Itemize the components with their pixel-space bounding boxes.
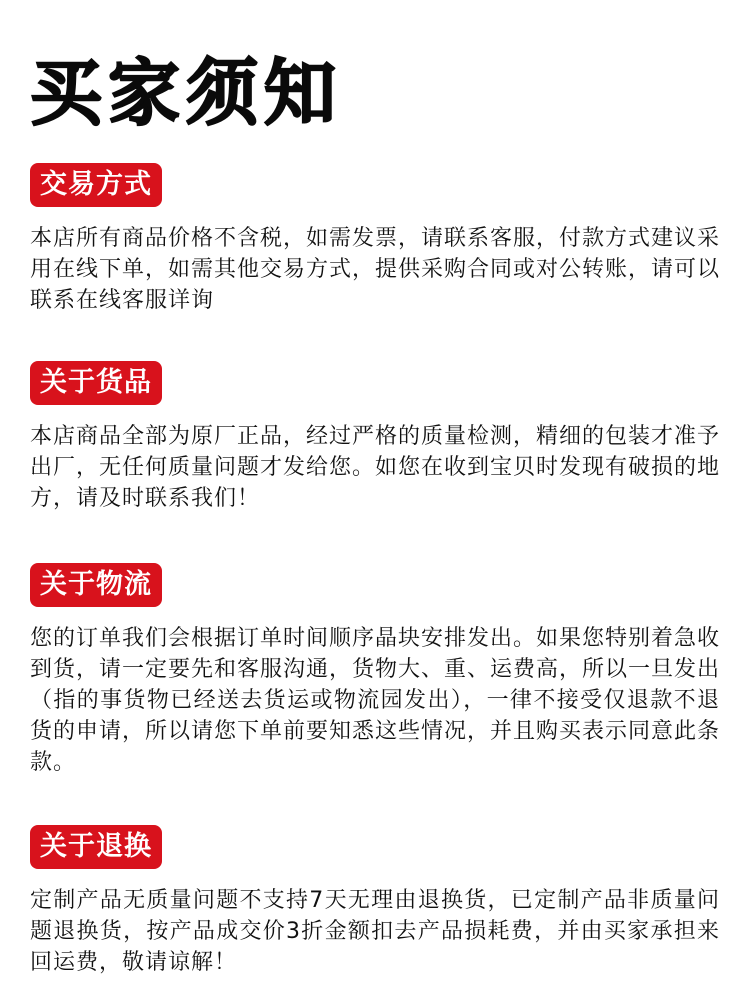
section-about-logistics [30, 563, 720, 778]
section-about-returns [30, 825, 720, 978]
section-heading-badge: 关于物流 [30, 563, 162, 607]
section-body-text: 您的订单我们会根据订单时间顺序晶块安排发出。如果您特别着急收到货，请一定要先和客服沟通，货物大、重、运费高，所以一旦发出（指的事货物已经送去货运或物流园发出），一律不接受仅退款不退货的申请，所以请您下单前要知悉这些情况，并且购买表示同意此条款。 [30, 626, 721, 775]
section-body-text: 本店所有商品价格不含税，如需发票，请联系客服，付款方式建议采用在线下单，如需其他交易方式，提供采购合同或对公转账，请可以联系在线客服详询 [30, 226, 721, 313]
section-trade-method [30, 163, 720, 316]
section-heading-badge: 交易方式 [30, 163, 162, 207]
section-body-text: 定制产品无质量问题不支持7天无理由退换货，已定制产品非质量问题退换货，按产品成交价3折金额扣去产品损耗费，并由买家承担来回运费，敬请谅解！ [30, 888, 720, 975]
section-about-goods [30, 361, 720, 514]
section-body-text: 本店商品全部为原厂正品，经过严格的质量检测，精细的包装才准予出厂，无任何质量问题才发给您。如您在收到宝贝时发现有破损的地方，请及时联系我们！ [30, 424, 721, 511]
section-heading-badge: 关于退换 [30, 825, 162, 869]
page-title: 买家须知 [30, 51, 343, 135]
section-heading-badge: 关于货品 [30, 361, 162, 405]
